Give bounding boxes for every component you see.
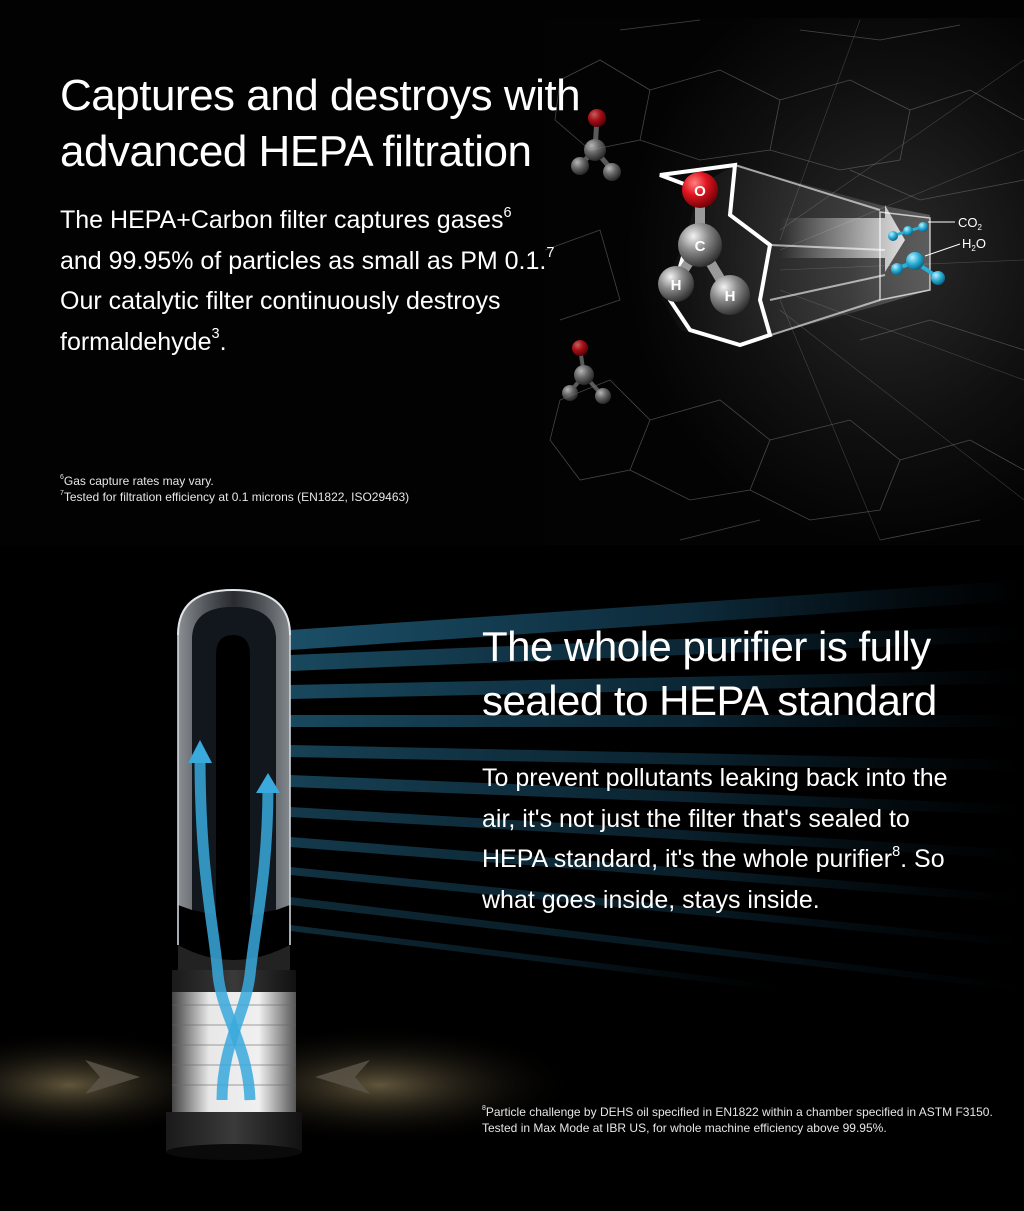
title-line: advanced HEPA filtration bbox=[60, 127, 532, 176]
title-line: The whole purifier is fully bbox=[482, 623, 931, 670]
footnote-ref: 6 bbox=[503, 204, 512, 221]
atom-o-label: O bbox=[694, 183, 706, 200]
section-description: To prevent pollutants leaking back into the air, it's not just the filter that's sealed to HEPA standard, it's the whole purifier$^8$. So what goes inside, stays inside. bbox=[482, 764, 948, 914]
section-description: The HEPA+Carbon filter captures gases$^6$ and 99.95% of particles as small as PM 0.1.$^7$ Our catalytic filter continuously destroys formaldehyde$^3$. bbox=[60, 204, 555, 356]
title-line: Captures and destroys with bbox=[60, 71, 581, 120]
hepa-filtration-section bbox=[0, 0, 1024, 545]
title-line: sealed to HEPA standard bbox=[482, 677, 937, 724]
footnote-7: $^7$Tested for filtration efficiency at 0.1 microns (EN1822, ISO29463) bbox=[60, 489, 410, 504]
purifier-tower bbox=[166, 590, 302, 1160]
atom-h-label: H bbox=[670, 277, 682, 294]
footnotes bbox=[482, 1104, 1012, 1136]
footnotes bbox=[60, 473, 540, 505]
footnote-ref: 3 bbox=[211, 326, 220, 342]
atom-h-label: H bbox=[724, 288, 736, 305]
footnote-ref: 7 bbox=[546, 245, 555, 261]
footnote-ref: 8 bbox=[892, 843, 901, 860]
atom-c-label: C bbox=[694, 238, 706, 255]
co2-label: $CO_2$ bbox=[958, 215, 982, 232]
section-title bbox=[482, 620, 1002, 728]
sealed-purifier-section bbox=[0, 545, 1024, 1211]
section-title bbox=[60, 68, 600, 180]
footnote-6: $^6$Gas capture rates may vary. bbox=[60, 473, 214, 488]
h2o-label: $H_2O$ bbox=[962, 236, 986, 253]
footnote-8: $^8$Particle challenge by DEHS oil specified in EN1822 within a chamber specified in ASTM F3150. Tested in Max Mode at IBR US, for whole machine efficiency above 99.95%. bbox=[482, 1104, 993, 1135]
